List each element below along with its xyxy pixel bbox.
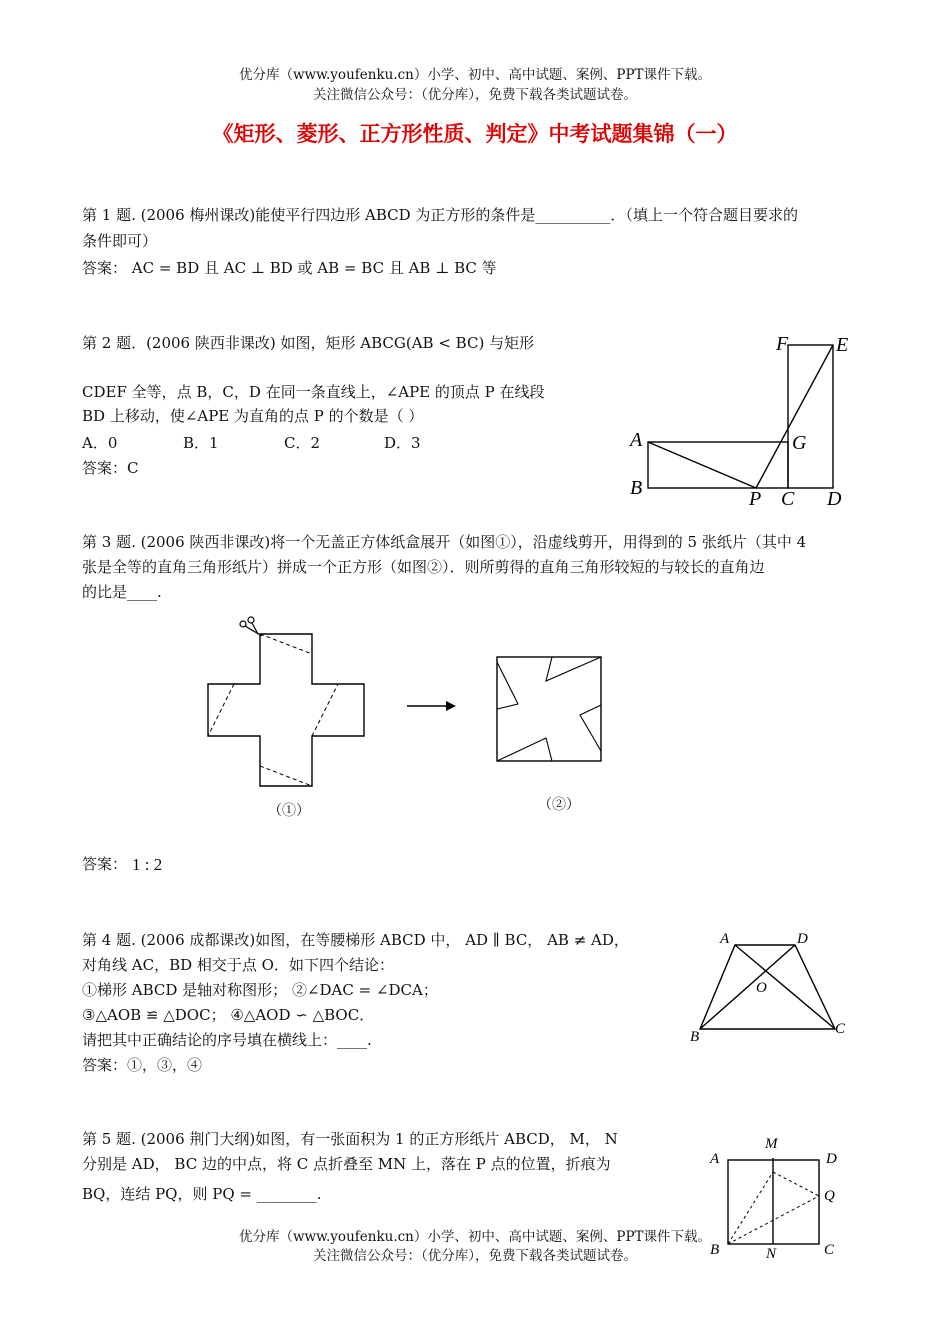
segment-pe [756, 345, 833, 488]
q2-figure [620, 325, 860, 515]
q2-line-2: CDEF 全等，点 B，C，D 在同一条直线上，∠APE 的顶点 P 在线段 [82, 383, 545, 401]
q4-line-3: ①梯形 ABCD 是轴对称图形； ②∠DAC = ∠DCA； [82, 981, 438, 999]
triangle-bottom [497, 738, 552, 761]
header-line-1: 优分库（www.youfenku.cn）小学、初中、高中试题、案例、PPT课件下载。 [238, 67, 712, 83]
q2-option-d: D．3 [384, 434, 421, 452]
label-d: D [797, 931, 808, 947]
label-e: E [836, 334, 849, 356]
label-f: F [776, 333, 789, 355]
label-c: C [835, 1021, 846, 1037]
assembled-square [497, 657, 601, 761]
q4-figure [680, 925, 860, 1050]
q2-line-1: 第 2 题．(2006 陕西非课改) 如图，矩形 ABCG(AB < BC) 与矩形 [82, 334, 535, 352]
q5-line-3: BQ，连结 PQ，则 PQ = ________. [82, 1185, 322, 1203]
label-a: A [720, 931, 730, 947]
label-c: C [781, 488, 795, 510]
triangle-top [546, 657, 601, 681]
label-b: B [630, 477, 643, 499]
q3-line-3: 的比是____. [82, 583, 162, 601]
q5-line-2: 分别是 AD， BC 边的中点，将 C 点折叠至 MN 上，落在 P 点的位置，折痕为 [82, 1155, 611, 1173]
q1-line-1: 第 1 题. (2006 梅州课改)能使平行四边形 ABCD 为正方形的条件是__________．（填上一个符合题目要求的 [82, 206, 798, 224]
q4-answer: 答案：①，③，④ [82, 1056, 203, 1074]
q3-answer-value: 1 : 2 [132, 855, 163, 874]
label-b: B [710, 1242, 720, 1258]
triangle-left [497, 662, 518, 709]
q5-line-1: 第 5 题. (2006 荆门大纲)如图，有一张面积为 1 的正方形纸片 ABCD， M， N [82, 1130, 618, 1148]
page-title: 《矩形、菱形、正方形性质、判定》中考试题集锦（一） [212, 121, 738, 146]
q3-answer-label: 答案： [82, 855, 128, 873]
q3-caption-1: （①） [268, 803, 310, 819]
q2-answer: 答案：C [82, 459, 139, 477]
q1-line-2: 条件即可） [82, 232, 158, 250]
q4-line-1: 第 4 题. (2006 成都课改)如图，在等腰梯形 ABCD 中， AD ∥ BC， AB ≠ AD， [82, 931, 629, 949]
label-m: M [765, 1136, 778, 1152]
trapezoid-abcd [700, 945, 835, 1029]
q3-line-1: 第 3 题. (2006 陕西非课改)将一个无盖正方体纸盒展开（如图①），沿虚线剪开，用得到的 5 张纸片（其中 4 [82, 533, 807, 551]
q1-answer: 答案： AC = BD 且 AC ⊥ BD 或 AB = BC 且 AB ⊥ BC 等 [82, 259, 497, 277]
rect-abcg [648, 442, 788, 488]
segment-ap [648, 442, 756, 488]
cross-net [208, 634, 364, 786]
label-d: D [826, 1151, 837, 1167]
triangle-right [580, 705, 601, 751]
label-q: Q [824, 1188, 835, 1204]
label-p: P [749, 488, 762, 510]
q3-caption-2: （②） [538, 797, 580, 813]
label-g: G [792, 432, 807, 454]
q3-figures [200, 612, 630, 792]
q4-line-2: 对角线 AC，BD 相交于点 O．如下四个结论： [82, 956, 394, 974]
segment-pq [773, 1172, 819, 1196]
label-c: C [824, 1242, 835, 1258]
label-n: N [766, 1246, 777, 1262]
diagonal-bd [700, 945, 795, 1029]
arrow-head [446, 701, 456, 711]
q2-option-a: A．0 [82, 434, 118, 452]
label-d: D [827, 488, 842, 510]
label-b: B [690, 1029, 700, 1045]
footer-line-1: 优分库（www.youfenku.cn）小学、初中、高中试题、案例、PPT课件下载。 [238, 1229, 712, 1245]
cut-lines [208, 634, 338, 786]
q4-line-5: 请把其中正确结论的序号填在横线上：____. [82, 1031, 372, 1049]
label-o: O [756, 980, 767, 996]
q4-line-4: ③△AOB ≌ △DOC； ④△AOD ∽ △BOC． [82, 1006, 375, 1024]
q2-option-c: C．2 [284, 434, 321, 452]
q2-line-3: BD 上移动，使∠APE 为直角的点 P 的个数是（ ） [82, 407, 424, 425]
q2-option-b: B．1 [183, 434, 219, 452]
label-a: A [710, 1151, 720, 1167]
scissors-icon [240, 617, 262, 636]
footer-line-2: 关注微信公众号：（优分库），免费下载各类试题试卷。 [313, 1248, 637, 1264]
header-line-2: 关注微信公众号：（优分库），免费下载各类试题试卷。 [313, 87, 637, 103]
q3-line-2: 张是全等的直角三角形纸片）拼成一个正方形（如图②）．则所剪得的直角三角形较短的与较长的直角边 [82, 558, 765, 576]
label-a: A [630, 429, 643, 451]
diagonal-ac [735, 945, 835, 1029]
